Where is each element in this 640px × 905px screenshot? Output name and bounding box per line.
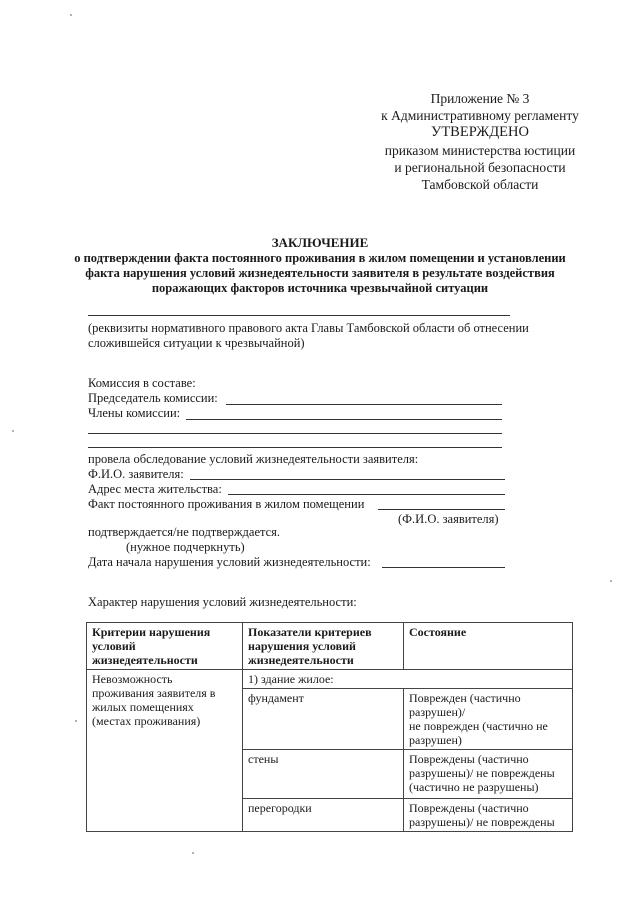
members-label: Члены комиссии: [88, 406, 181, 420]
header-criteria: Критерии нарушения условий жизнедеятельности [87, 623, 243, 670]
residence-fact-field[interactable] [378, 509, 505, 510]
address-label: Адрес места жительства: [88, 482, 222, 496]
criteria-table [86, 622, 573, 832]
title-sub-3: поражающих факторов источника чрезвычайной ситуации [151, 281, 489, 295]
header-indicators: Показатели критериев нарушения условий жизнедеятельности [243, 623, 404, 670]
state-walls: Повреждены (частично разрушены)/ не повреждены (частично не разрушены) [404, 750, 573, 799]
chairman-label: Председатель комиссии: [88, 391, 218, 405]
header-line-1: Приложение № 3 [430, 91, 530, 106]
title-sub-2: факта нарушения условий жизнедеятельности заявителя в результате воздействия [85, 266, 555, 280]
header-line-6: Тамбовской области [421, 177, 539, 192]
applicant-fio-label: Ф.И.О. заявителя: [88, 467, 184, 481]
members-field-2[interactable] [88, 433, 502, 434]
chairman-field[interactable] [226, 404, 502, 405]
table-header-row [87, 623, 573, 670]
applicant-fio-field[interactable] [190, 479, 505, 480]
scan-speck [12, 430, 14, 432]
scan-speck [192, 852, 194, 854]
header-line-4: приказом министерства юстиции [384, 143, 576, 158]
scan-speck [70, 14, 72, 16]
document-title: ЗАКЛЮЧЕНИЕ [271, 235, 369, 250]
table-row [87, 670, 573, 689]
title-sub-1: о подтверждении факта постоянного проживания в жилом помещении и установлении [74, 251, 566, 265]
header-line-5: и региональной безопасности [394, 160, 566, 175]
requisites-text-1: (реквизиты нормативного правового акта Главы Тамбовской области об отнесении [88, 321, 529, 335]
confirmation-text: подтверждается/не подтверждается. [88, 525, 281, 539]
survey-label: провела обследование условий жизнедеятельности заявителя: [88, 452, 419, 466]
residence-fact-label: Факт постоянного проживания в жилом помещении [88, 497, 365, 511]
state-partitions: Повреждены (частично разрушены)/ не повреждены [404, 799, 573, 832]
header-state: Состояние [404, 623, 573, 670]
state-foundation: Поврежден (частично разрушен)/ не поврежден (частично не разрушен) [404, 689, 573, 750]
indicator-partitions: перегородки [243, 799, 404, 832]
scan-speck [75, 720, 77, 722]
members-field-3[interactable] [88, 447, 502, 448]
underline-note: (нужное подчеркнуть) [126, 540, 245, 554]
indicator-walls: стены [243, 750, 404, 799]
requisites-text-2: сложившейся ситуации к чрезвычайной) [88, 336, 305, 350]
header-line-2: к Административному регламенту [381, 108, 579, 123]
criterion-cell: Невозможность проживания заявителя в жилых помещениях (местах проживания) [87, 670, 243, 832]
indicator-foundation: фундамент [243, 689, 404, 750]
start-date-label: Дата начала нарушения условий жизнедеятельности: [88, 555, 371, 569]
commission-label: Комиссия в составе: [88, 376, 196, 390]
members-field[interactable] [186, 419, 502, 420]
building-label-cell: 1) здание жилое: [243, 670, 573, 689]
requisites-line [88, 315, 510, 316]
violation-heading: Характер нарушения условий жизнедеятельности: [88, 595, 357, 609]
start-date-field[interactable] [382, 567, 505, 568]
header-approved: УТВЕРЖДЕНО [431, 124, 529, 140]
address-field[interactable] [228, 494, 505, 495]
fio-caption: (Ф.И.О. заявителя) [398, 512, 499, 526]
scan-speck [610, 580, 612, 582]
